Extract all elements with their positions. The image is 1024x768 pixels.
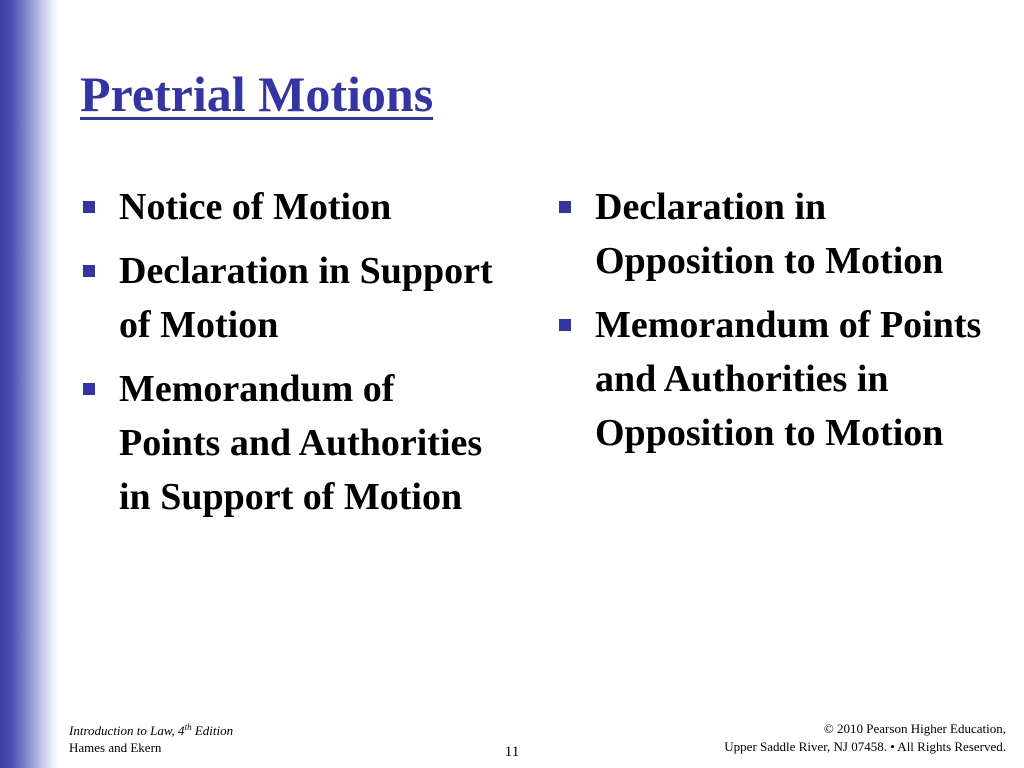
left-bullet-list	[82, 180, 502, 534]
right-bullet-item	[558, 180, 988, 288]
book-title-text: Introduction to Law, 4	[69, 723, 185, 738]
square-bullet-icon	[559, 201, 571, 213]
left-gradient-bar	[0, 0, 60, 768]
copyright-line-2: Upper Saddle River, NJ 07458. • All Rights Reserved.	[724, 739, 1006, 754]
bullet-text: Memorandum of Points and Authorities in Support of Motion	[119, 368, 483, 518]
right-bullet-item	[558, 298, 988, 460]
bullet-text: Declaration in Support of Motion	[119, 250, 493, 346]
footer-copyright	[724, 720, 1006, 756]
edition-superscript: th	[184, 722, 192, 732]
footer-book-info	[69, 722, 233, 756]
edition-word: Edition	[191, 723, 234, 738]
bullet-text: Notice of Motion	[119, 186, 392, 228]
copyright-line-1: © 2010 Pearson Higher Education,	[823, 721, 1006, 736]
square-bullet-icon	[83, 265, 95, 277]
footer-book-title	[69, 722, 233, 739]
footer-authors: Hames and Ekern	[69, 740, 162, 755]
left-bullet-item	[82, 244, 502, 352]
page-number: 11	[504, 744, 520, 760]
square-bullet-icon	[559, 319, 571, 331]
bullet-text: Memorandum of Points and Authorities in Opposition to Motion	[595, 304, 982, 454]
right-bullet-list	[558, 180, 988, 470]
left-bullet-item	[82, 362, 502, 524]
square-bullet-icon	[83, 383, 95, 395]
bullet-text: Declaration in Opposition to Motion	[595, 186, 944, 282]
left-bullet-item	[82, 180, 502, 234]
square-bullet-icon	[83, 201, 95, 213]
slide-title: Pretrial Motions	[80, 66, 434, 122]
